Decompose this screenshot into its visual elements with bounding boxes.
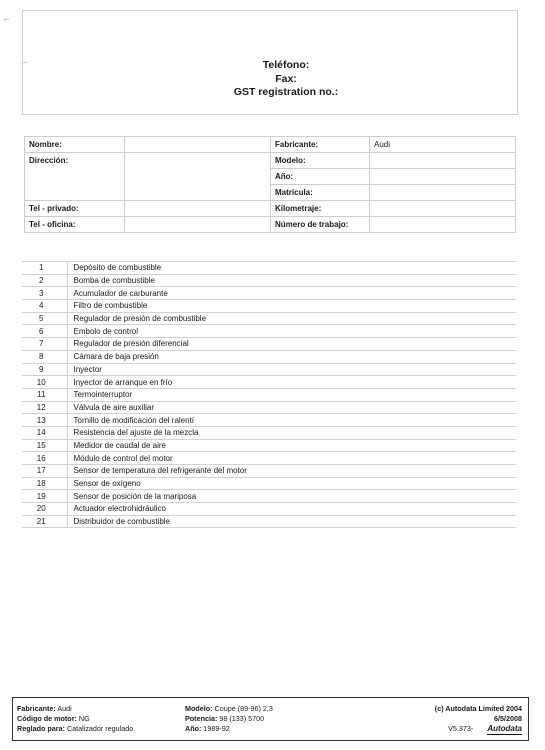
tel-office-label: Tel - oficina: — [25, 217, 125, 233]
job-number-field[interactable] — [370, 217, 516, 233]
component-row — [22, 401, 516, 414]
footer-manufacturer-value: Audi — [57, 704, 72, 713]
component-description: Filtro de combustible — [67, 300, 516, 313]
component-number: 1 — [22, 262, 67, 275]
component-number: 13 — [22, 414, 67, 427]
component-row — [22, 287, 516, 300]
component-description: Sensor de posición de la mariposa — [67, 490, 516, 503]
component-number: 2 — [22, 274, 67, 287]
footer-vehicle-col — [17, 704, 133, 734]
component-description: Sensor de oxígeno — [67, 477, 516, 490]
component-number: 3 — [22, 287, 67, 300]
component-row — [22, 477, 516, 490]
component-number: 7 — [22, 338, 67, 351]
footer-engine-code-label: Código de motor: — [17, 714, 77, 723]
component-row — [22, 376, 516, 389]
name-label: Nombre: — [25, 137, 125, 153]
component-row — [22, 515, 516, 528]
component-row — [22, 388, 516, 401]
model-field[interactable] — [370, 153, 516, 169]
component-row — [22, 274, 516, 287]
component-number: 14 — [22, 426, 67, 439]
component-row — [22, 439, 516, 452]
tel-private-field[interactable] — [125, 201, 271, 217]
footer-power-label: Potencia: — [185, 714, 218, 723]
footer-power-value: 98 (133) 5700 — [219, 714, 265, 723]
footer-adjusted-for-label: Reglado para: — [17, 724, 65, 733]
component-number: 19 — [22, 490, 67, 503]
component-number: 5 — [22, 312, 67, 325]
component-number: 11 — [22, 388, 67, 401]
fax-label: Fax: — [275, 72, 297, 85]
mileage-label: Kilometraje: — [271, 201, 370, 217]
component-number: 9 — [22, 363, 67, 376]
component-row — [22, 338, 516, 351]
year-field[interactable] — [370, 169, 516, 185]
year-label: Año: — [271, 169, 370, 185]
client-vehicle-form — [24, 136, 516, 233]
component-description: Termointerruptor — [67, 388, 516, 401]
component-description: Medidor de caudal de aire — [67, 439, 516, 452]
footer-model-value: Coupe (89-96) 2,3 — [214, 704, 273, 713]
component-description: Regulador de presión diferencial — [67, 338, 516, 351]
manufacturer-label: Fabricante: — [271, 137, 370, 153]
component-number: 16 — [22, 452, 67, 465]
component-number: 17 — [22, 465, 67, 478]
component-description: Módulo de control del motor — [67, 452, 516, 465]
component-description: Distribuidor de combustible — [67, 515, 516, 528]
component-description: Actuador electrohidráulico — [67, 503, 516, 516]
footer-year-label: Año: — [185, 724, 202, 733]
component-row — [22, 465, 516, 478]
footer-adjusted-for-value: Catalizador regulado — [66, 724, 134, 733]
component-description: Embolo de control — [67, 325, 516, 338]
component-description: Inyector — [67, 363, 516, 376]
name-field[interactable] — [125, 137, 271, 153]
scan-mark-top: ⌐ — [4, 14, 10, 24]
footer-version: V5.373- — [448, 724, 474, 733]
component-description: Resistencia del ajuste de la mezcla — [67, 426, 516, 439]
component-description: Cámara de baja presión — [67, 350, 516, 363]
company-header-box — [22, 10, 518, 115]
component-number: 10 — [22, 376, 67, 389]
component-row — [22, 426, 516, 439]
component-number: 4 — [22, 300, 67, 313]
component-number: 20 — [22, 503, 67, 516]
component-number: 15 — [22, 439, 67, 452]
address-label: Dirección: — [25, 153, 125, 201]
footer-model-label: Modelo: — [185, 704, 213, 713]
footer-date: 6/5/2008 — [494, 714, 522, 723]
model-label: Modelo: — [271, 153, 370, 169]
footer-model-col — [185, 704, 273, 734]
registration-field[interactable] — [370, 185, 516, 201]
manufacturer-value: Audi — [370, 137, 516, 153]
component-row — [22, 503, 516, 516]
components-legend-table — [22, 261, 516, 528]
job-number-label: Número de trabajo: — [271, 217, 370, 233]
footer-publisher-col — [435, 704, 522, 735]
component-number: 12 — [22, 401, 67, 414]
footer-year-value: 1989-92 — [203, 724, 230, 733]
component-row — [22, 300, 516, 313]
component-row — [22, 363, 516, 376]
component-description: Tornillo de modificación del ralentí — [67, 414, 516, 427]
component-row — [22, 350, 516, 363]
component-row — [22, 325, 516, 338]
component-description: Inyector de arranque en frío — [67, 376, 516, 389]
component-row — [22, 262, 516, 275]
component-description: Depósito de combustible — [67, 262, 516, 275]
component-row — [22, 452, 516, 465]
contact-lines — [23, 59, 517, 100]
autodata-footer — [12, 697, 529, 741]
address-field[interactable] — [125, 153, 271, 201]
component-description: Acumulador de carburante — [67, 287, 516, 300]
component-description: Regulador de presión de combustible — [67, 312, 516, 325]
component-number: 18 — [22, 477, 67, 490]
component-number: 21 — [22, 515, 67, 528]
component-row — [22, 414, 516, 427]
gst-label: GST registration no.: — [233, 86, 339, 98]
component-row — [22, 312, 516, 325]
component-row — [22, 490, 516, 503]
component-description: Válvula de aire auxiliar — [67, 401, 516, 414]
component-description: Bomba de combustible — [67, 274, 516, 287]
footer-copyright: (c) Autodata Limited 2004 — [434, 704, 522, 713]
footer-manufacturer-label: Fabricante: — [17, 704, 56, 713]
component-number: 6 — [22, 325, 67, 338]
footer-engine-code-value: NG — [78, 714, 90, 723]
tel-office-field[interactable] — [125, 217, 271, 233]
registration-label: Matrícula: — [271, 185, 370, 201]
mileage-field[interactable] — [370, 201, 516, 217]
phone-label: Teléfono: — [262, 59, 310, 71]
scan-mark-left: ⌒ — [20, 62, 30, 72]
component-description: Sensor de temperatura del refrigerante del motor — [67, 465, 516, 478]
tel-private-label: Tel - privado: — [25, 201, 125, 217]
component-number: 8 — [22, 350, 67, 363]
autodata-logo: Autodata — [487, 724, 522, 733]
